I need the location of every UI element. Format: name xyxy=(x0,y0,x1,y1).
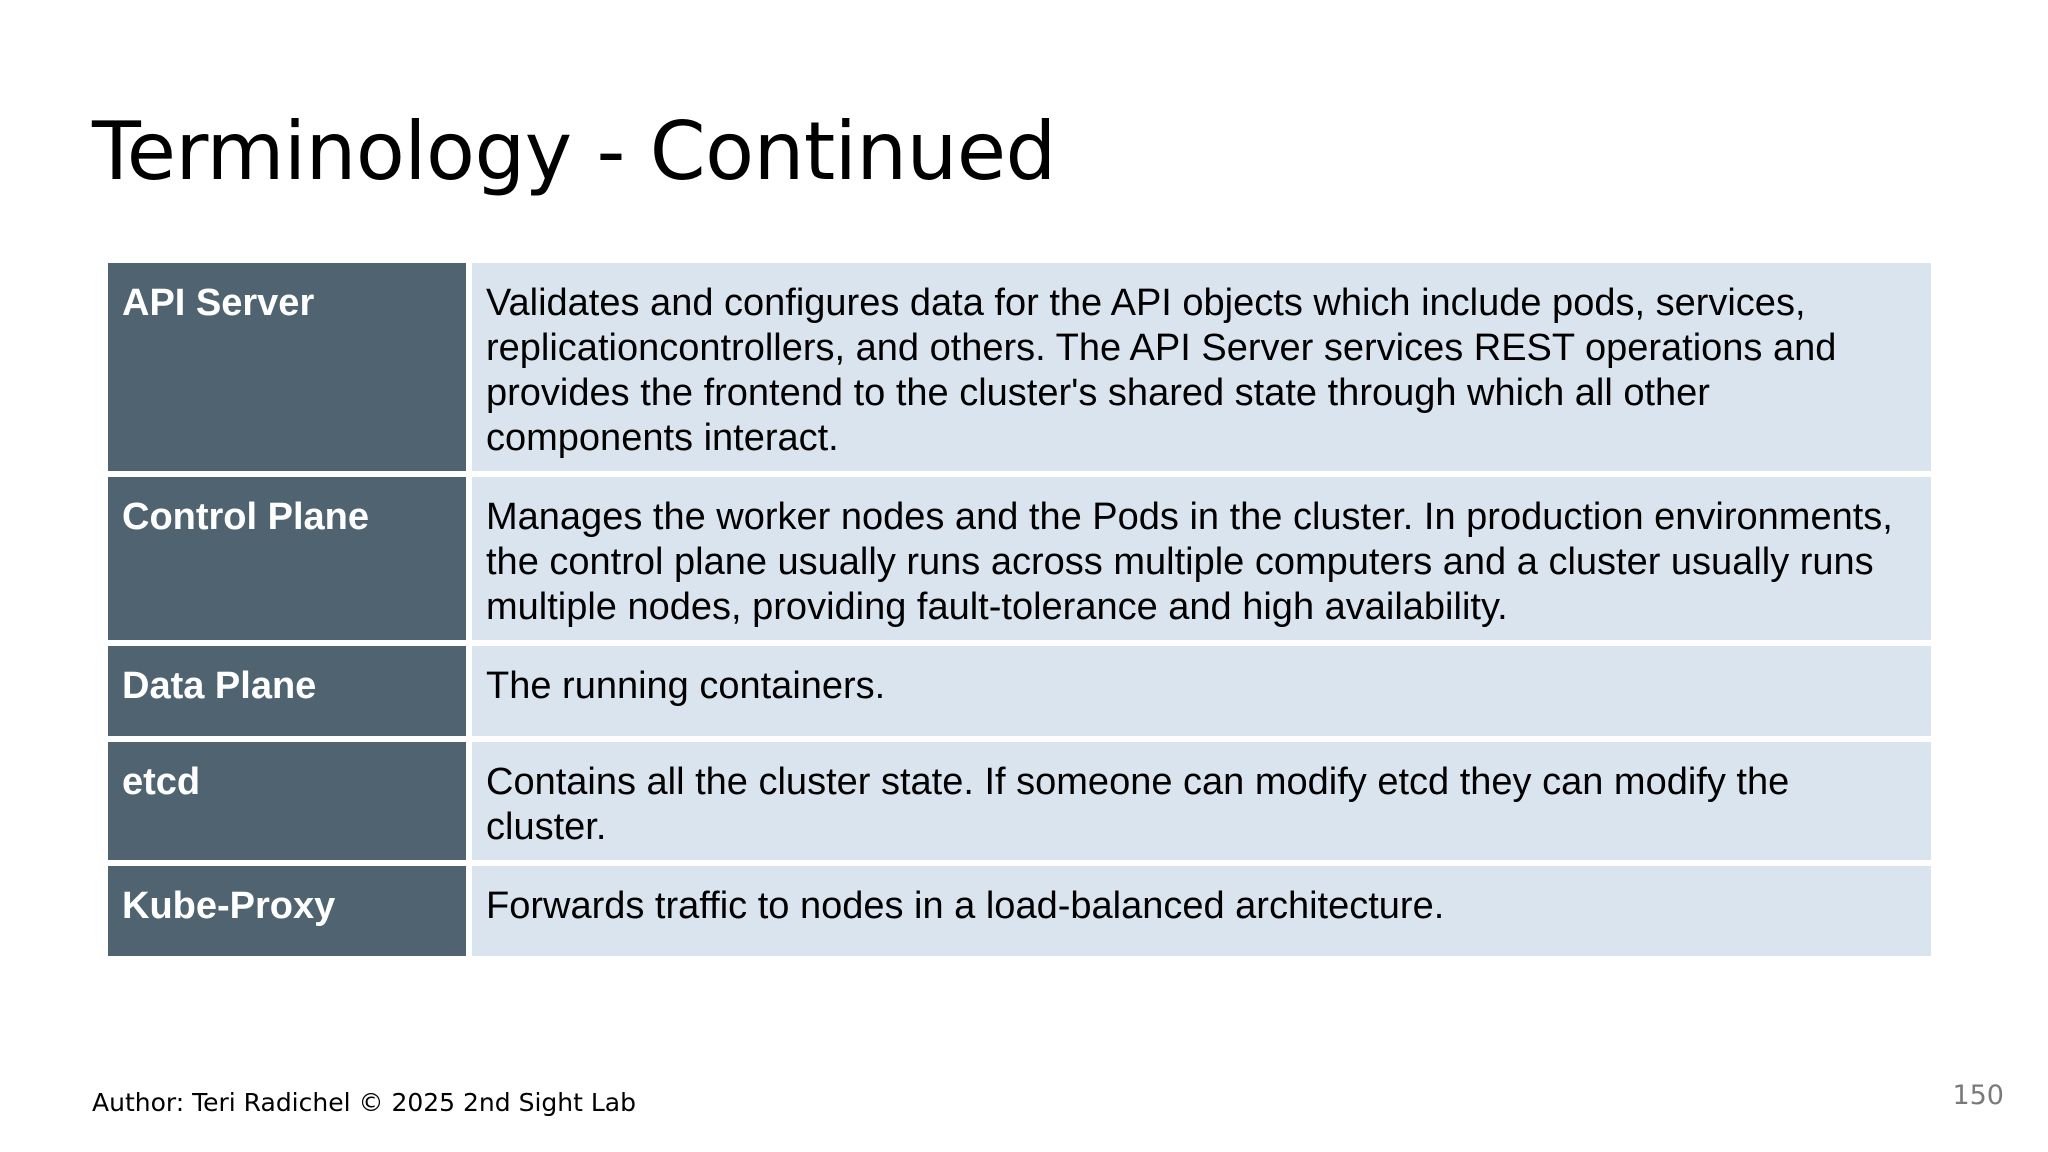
table-row xyxy=(108,646,1931,736)
definition-cell: Contains all the cluster state. If someone can modify etcd they can modify the cluster. xyxy=(472,742,1931,860)
table-row xyxy=(108,263,1931,471)
table-row xyxy=(108,866,1931,956)
definition-cell: Forwards traffic to nodes in a load-balanced architecture. xyxy=(472,866,1931,956)
term-cell: etcd xyxy=(108,742,466,860)
footer-author: Author: Teri Radichel © 2025 2nd Sight Lab xyxy=(92,1088,636,1117)
table-row xyxy=(108,477,1931,640)
term-cell: Data Plane xyxy=(108,646,466,736)
table-row xyxy=(108,742,1931,860)
definition-cell: Validates and configures data for the API objects which include pods, services, replicationcontrollers, and others. The API Server services REST operations and provides the frontend to the cluster's shared state through which all other components interact. xyxy=(472,263,1931,471)
definition-cell: Manages the worker nodes and the Pods in the cluster. In production environments, the control plane usually runs across multiple computers and a cluster usually runs multiple nodes, providing fault-tolerance and high availability. xyxy=(472,477,1931,640)
term-cell: API Server xyxy=(108,263,466,471)
term-cell: Kube-Proxy xyxy=(108,866,466,956)
definition-cell: The running containers. xyxy=(472,646,1931,736)
term-cell: Control Plane xyxy=(108,477,466,640)
slide-title: Terminology - Continued xyxy=(92,105,1056,198)
terminology-table xyxy=(102,257,1937,962)
page-number: 150 xyxy=(1952,1080,2004,1111)
